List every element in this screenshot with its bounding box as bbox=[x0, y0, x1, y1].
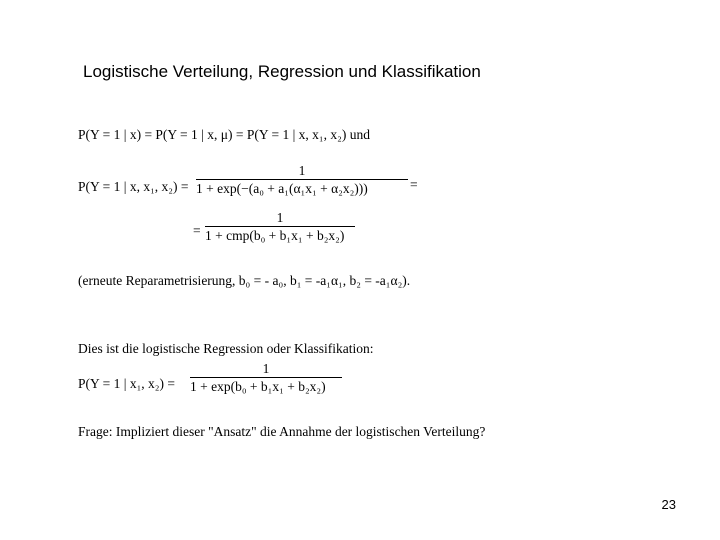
equation-regression-lhs: P(Y = 1 | x₁, x₂) = bbox=[78, 376, 175, 391]
fraction-reparametrized bbox=[205, 210, 355, 244]
slide-title: Logistische Verteilung, Regression und Klassifikation bbox=[83, 62, 481, 81]
fraction-denominator: 1 + cmp(b₀ + b₁x₁ + b₂x₂) bbox=[205, 228, 345, 243]
page-number: 23 bbox=[661, 497, 676, 512]
fraction-numerator: 1 bbox=[276, 210, 284, 225]
question-text: Frage: Impliziert dieser "Ansatz" die Annahme der logistischen Verteilung? bbox=[78, 424, 486, 439]
fraction-denominator: 1 + exp(b₀ + b₁x₁ + b₂x₂) bbox=[190, 379, 326, 394]
fraction-regression bbox=[190, 361, 342, 395]
equation-conditional-probability: P(Y = 1 | x) = P(Y = 1 | x, μ) = P(Y = 1 | x, x₁, x₂) und bbox=[78, 127, 370, 142]
fraction-numerator: 1 bbox=[298, 163, 306, 178]
logistic-regression-intro: Dies ist die logistische Regression oder Klassifikation: bbox=[78, 341, 374, 356]
fraction-numerator: 1 bbox=[262, 361, 270, 376]
equation-equals-lead: = bbox=[193, 223, 201, 238]
fraction-logistic bbox=[196, 163, 408, 197]
reparametrization-note: (erneute Reparametrisierung, b₀ = - a₀, b₁ = -a₁α₁, b₂ = -a₁α₂). bbox=[78, 273, 411, 288]
fraction-denominator: 1 + exp(−(a₀ + a₁(α₁x₁ + α₂x₂))) bbox=[196, 181, 368, 196]
equation-logistic-lhs: P(Y = 1 | x, x₁, x₂) = bbox=[78, 179, 189, 194]
equation-equals: = bbox=[410, 177, 418, 192]
